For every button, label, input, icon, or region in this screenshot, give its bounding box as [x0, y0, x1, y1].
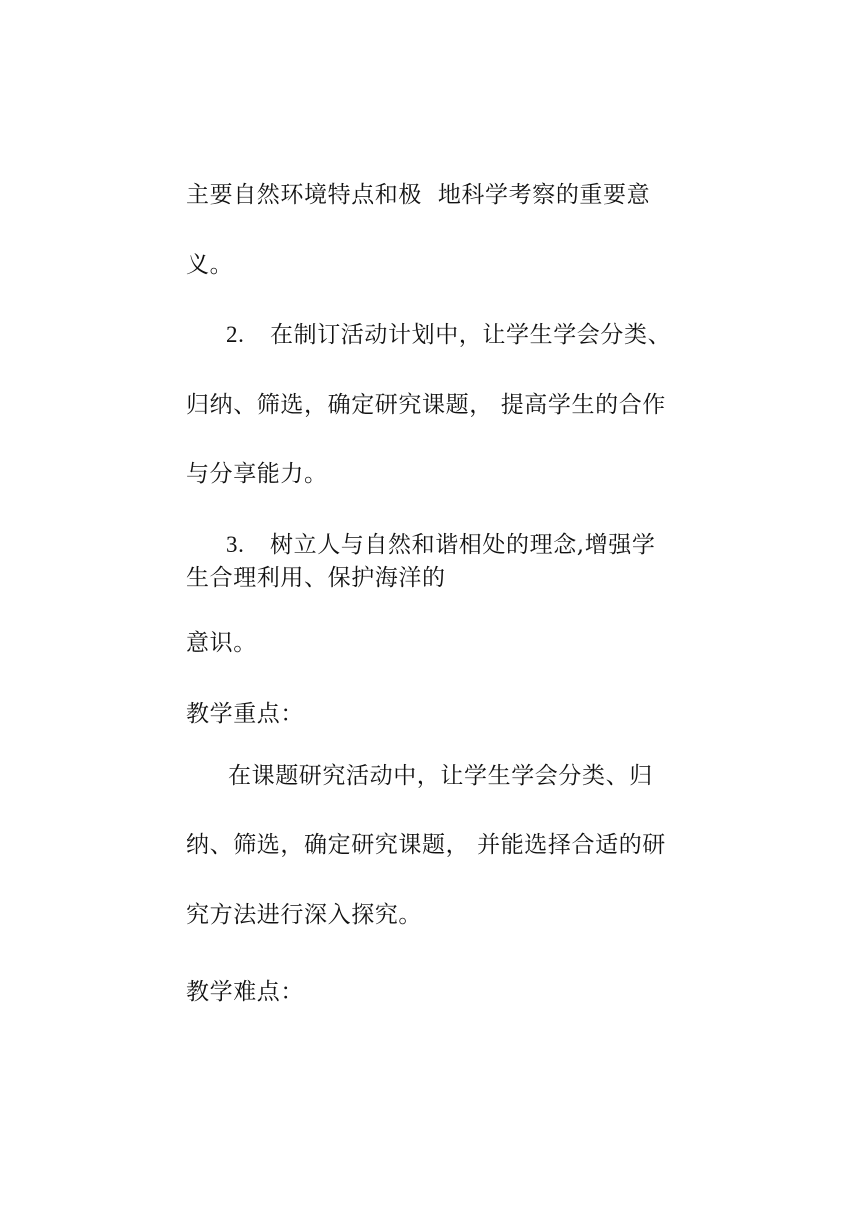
objective-1-continued: 主要自然环境特点和极 地科学考察的重要意: [186, 182, 651, 208]
objective-2-line-2: 归纳、筛选，确定研究课题， 提高学生的合作: [186, 392, 666, 418]
key-points-line-3: 究方法进行深入探究。: [186, 902, 422, 928]
objective-3-line-3: 意识。: [186, 630, 257, 656]
difficulties-heading: 教学难点：: [186, 979, 304, 1005]
objective-3-number: 3.: [226, 532, 245, 557]
objective-2-first-line: [226, 321, 686, 349]
key-points-heading: 教学重点：: [186, 701, 304, 727]
objective-3-first-line: [226, 531, 686, 559]
objective-2-line-3: 与分享能力。: [186, 461, 328, 487]
objective-2-text: 在制订活动计划中，让学生学会分类、: [270, 322, 672, 348]
key-points-line-1: 在课题研究活动中，让学生学会分类、归: [228, 763, 653, 789]
key-points-line-2: 纳、筛选，确定研究课题， 并能选择合适的研: [186, 832, 666, 858]
objective-3-text: 树立人与自然和谐相处的理念,增强学: [270, 532, 656, 558]
objective-3-line-2: 生合理利用、保护海洋的: [186, 565, 446, 591]
objective-2-number: 2.: [226, 322, 245, 347]
objective-1-end: 义。: [186, 252, 234, 278]
